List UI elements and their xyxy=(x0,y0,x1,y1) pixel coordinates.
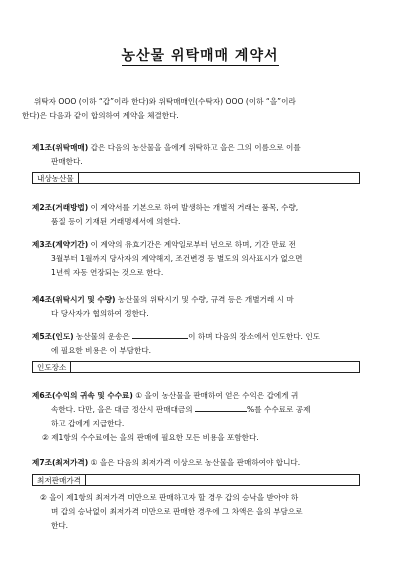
article-6-para-2 xyxy=(42,431,259,445)
article-7 xyxy=(32,456,300,470)
document-title xyxy=(0,45,400,65)
article-6-heading: 제6조(수익의 귀속 및 수수료) xyxy=(32,391,133,400)
article-2 xyxy=(32,201,298,215)
article-5 xyxy=(32,330,320,344)
article-3-heading: 제3조(계약기간) xyxy=(32,240,89,249)
article-5-table xyxy=(32,361,360,373)
article-6-cont-2 xyxy=(51,417,124,431)
article-7-line-1: ① 을은 다음의 최저가격 이상으로 농산물을 판매하여야 합니다. xyxy=(88,458,301,467)
article-7-table-label: 최저판매가격 xyxy=(33,475,86,485)
article-5-line-1b: 이 하며 다음의 장소에서 인도한다. 인도 xyxy=(188,332,321,341)
article-6-line-3: 하고 갑에게 지급한다. xyxy=(51,419,125,428)
intro-line-1: 위탁자 OOO (이하 “갑”이라 한다)와 위탁매매인(수탁자) OOO (이하 “을”이라 xyxy=(34,97,296,106)
article-1-line-1: 갑은 다음의 농산물을 을에게 위탁하고 을은 그의 이름으로 이를 xyxy=(88,143,301,152)
article-3-line-1: 이 계약의 유효기간은 계약일로부터 년으로 하며, 기간 만료 전 xyxy=(88,240,296,249)
article-6-line-2a: 속한다. 다만, 을은 대금 정산시 판매대금의 xyxy=(51,405,196,414)
article-3-cont-1 xyxy=(51,252,302,266)
article-3-line-3: 1년씩 자동 연장되는 것으로 한다. xyxy=(51,268,164,277)
article-7-table-value-cell[interactable] xyxy=(86,475,359,485)
article-7-heading: 제7조(최저가격) xyxy=(32,458,89,467)
article-6 xyxy=(32,389,298,403)
article-6-line-1: ① 을이 농산물을 판매하여 얻은 수익은 갑에게 귀 xyxy=(132,391,299,400)
title-text: 농산물 위탁매매 계약서 xyxy=(121,48,279,64)
intro-paragraph xyxy=(22,95,296,123)
article-7-cont-1 xyxy=(51,505,303,519)
article-7-line-4: 한다. xyxy=(51,521,69,530)
article-1-table-label: 내상농산물 xyxy=(33,173,79,183)
article-6-cont-1 xyxy=(51,403,310,417)
article-4-cont xyxy=(51,307,149,321)
article-1-cont xyxy=(51,155,83,169)
intro-line-2: 한다)은 다음과 같이 합의하여 계약을 체결한다. xyxy=(22,111,179,120)
article-7-line-3: 며 갑의 승낙없이 최저가격 미만으로 판매한 경우에 그 차액은 을의 부담으로 xyxy=(51,507,303,516)
article-5-table-value-cell[interactable] xyxy=(71,362,359,372)
article-4 xyxy=(32,293,294,307)
article-4-line-2: 다 당사자가 협의하여 정한다. xyxy=(51,309,149,318)
article-5-line-2: 에 필요한 비용은 이 부담한다. xyxy=(51,346,152,355)
article-3-line-2: 3월부터 1월까지 당사자의 계약해지, 조건변경 등 별도의 의사표시가 없으면 xyxy=(51,254,303,263)
article-1-heading: 제1조(위탁매매) xyxy=(32,143,89,152)
article-5-heading: 제5조(인도) xyxy=(32,332,74,341)
article-4-line-1: 농산물의 위탁시기 및 수량, 규격 등은 개별거래 시 마 xyxy=(115,295,294,304)
article-5-cont xyxy=(51,344,151,358)
article-4-heading: 제4조(위탁시기 및 수량) xyxy=(32,295,116,304)
article-7-cont-2 xyxy=(51,519,68,533)
article-2-cont xyxy=(51,215,180,229)
article-5-table-label: 인도장소 xyxy=(33,362,71,372)
article-6-line-4: ② 제1항의 수수료에는 을의 판매에 필요한 모든 비용을 포함한다. xyxy=(42,433,259,442)
article-7-para-2 xyxy=(40,491,298,505)
article-1-table-value-cell[interactable] xyxy=(79,173,359,183)
article-1 xyxy=(32,141,301,155)
article-7-line-2: ② 을이 제1항의 최저가격 미만으로 판매하고자 할 경우 갑의 승낙을 받아야 하 xyxy=(40,493,299,502)
article-3-cont-2 xyxy=(51,266,163,280)
article-2-line-2: 품질 등이 기재된 거래명세서에 의한다. xyxy=(51,217,181,226)
article-1-line-2: 판매한다. xyxy=(51,157,83,166)
article-5-line-1a: 농산물의 운송은 xyxy=(73,332,133,341)
article-7-table xyxy=(32,474,360,486)
commission-rate-blank[interactable] xyxy=(195,411,247,412)
transport-party-blank[interactable] xyxy=(132,338,188,339)
article-2-heading: 제2조(거래방법) xyxy=(32,203,89,212)
article-6-line-2b: %를 수수료로 공제 xyxy=(247,405,311,414)
article-1-table xyxy=(32,172,360,184)
article-3 xyxy=(32,238,296,252)
article-2-line-1: 이 계약서를 기본으로 하여 발생하는 개별적 거래는 품목, 수량, xyxy=(88,203,299,212)
